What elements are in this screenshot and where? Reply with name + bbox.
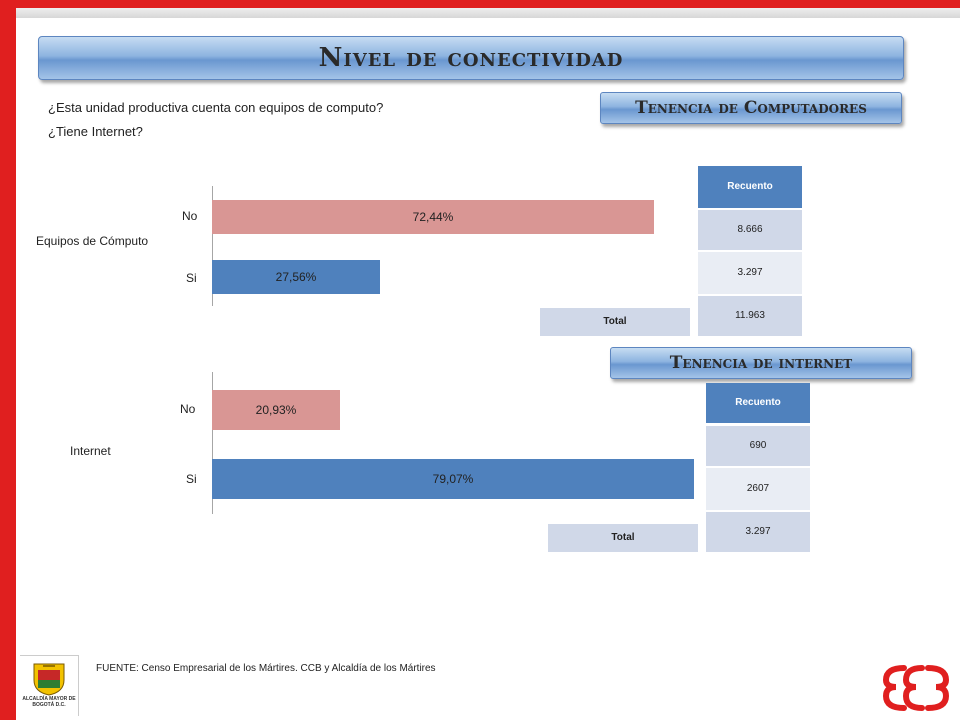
logo-caption: ALCALDÍA MAYOR DE BOGOTÁ D.C. [22,696,76,708]
group-label-computers: Equipos de Cómputo [36,234,149,248]
data-label-computers-si: 27,56% [275,270,317,284]
ccb-logo-icon [878,660,954,714]
table-cell-total-value: 11.963 [698,296,802,336]
category-label-no: No [180,402,196,416]
table-cell: 690 [706,426,810,466]
table-total-label: Total [540,308,690,336]
table-cell: 2607 [706,468,810,510]
table-total-label: Total [548,524,698,552]
table-cell: 8.666 [698,210,802,250]
data-label-internet-no: 20,93% [255,403,297,417]
banner-computers: Tenencia de Computadores [600,92,902,124]
crest-icon [30,662,68,696]
category-label-no: No [182,209,198,223]
left-accent-bar [0,0,16,720]
table-cell: 3.297 [698,252,802,294]
table-header-recuento: Recuento [698,166,802,208]
data-label-computers-no: 72,44% [412,210,454,224]
alcaldia-logo [20,655,79,716]
top-accent-stripe [16,0,960,8]
banner-internet: Tenencia de internet [610,347,912,379]
source-footnote: FUENTE: Censo Empresarial de los Mártires. CCB y Alcaldía de los Mártires [96,663,436,674]
table-cell-total-value: 3.297 [706,512,810,552]
table-header-recuento: Recuento [706,383,810,423]
category-label-si: Si [186,472,197,486]
question-internet: ¿Tiene Internet? [48,124,143,139]
top-gray-stripe [16,8,960,18]
data-label-internet-si: 79,07% [432,472,474,486]
question-computers: ¿Esta unidad productiva cuenta con equipos de computo? [48,100,384,115]
category-label-si: Si [186,271,197,285]
page-title: Nivel de conectividad [38,36,904,80]
group-label-internet: Internet [70,444,111,458]
